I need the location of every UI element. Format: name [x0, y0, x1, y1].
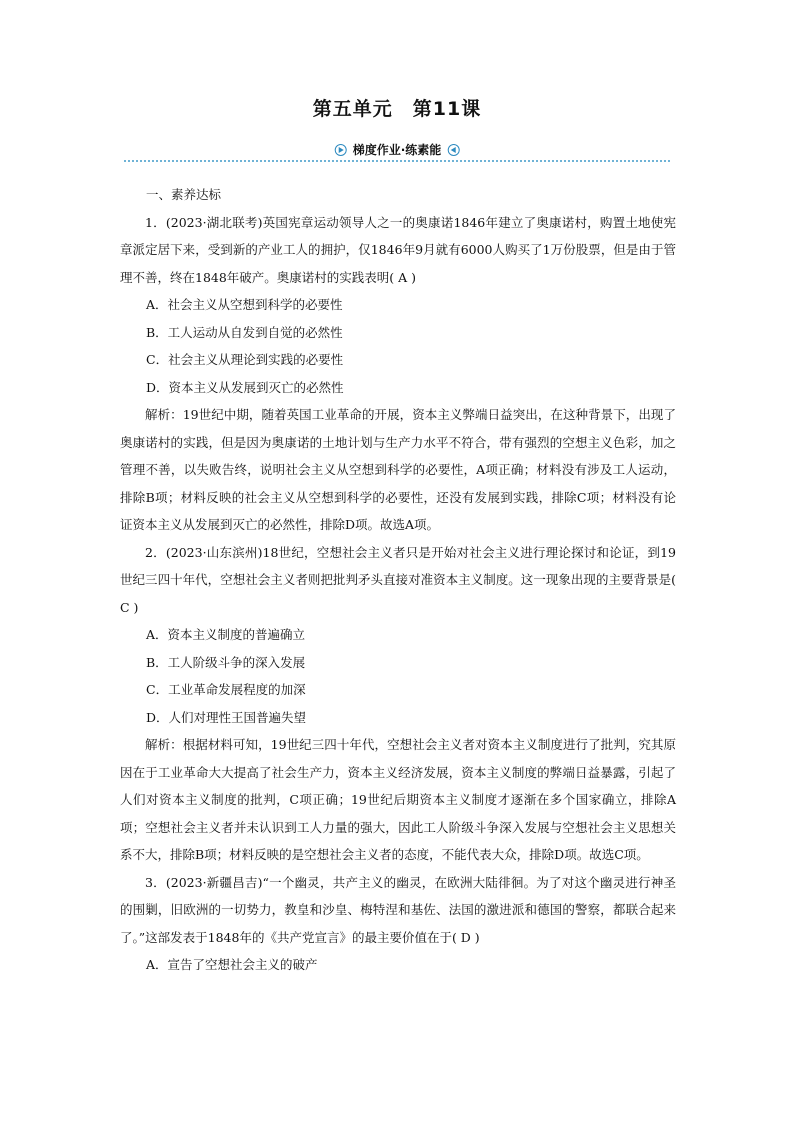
question-stem: 2．(2023·山东滨州)18世纪，空想社会主义者只是开始对社会主义进行理论探讨和论证，到19世纪三四十年代，空想社会主义者则把批判矛头直接对准资本主义制度。这一现象出现的主要背景是( C ) — [120, 544, 676, 615]
option-item: D．人们对理性王国普遍失望 — [146, 709, 307, 725]
banner-label-group — [329, 141, 466, 158]
option-item: A．社会主义从空想到科学的必要性 — [146, 297, 343, 312]
option-item: B．工人运动从自发到自觉的必然性 — [146, 324, 343, 340]
document-body — [120, 181, 676, 979]
banner-label: 梯度作业·练素能 — [352, 143, 442, 157]
dotted-divider — [124, 160, 670, 162]
analysis-text: 解析：19世纪中期，随着英国工业革命的开展，资本主义弊端日益突出，在这种背景下，出现了奥康诺村的实践，但是因为奥康诺的土地计划与生产力水平不符合，带有强烈的空想主义色彩，加之管理不善，以失败告终，说明社会主义从空想到科学的必要性，A项正确；材料没有涉及工人运动，排除B项；材料反映的社会主义从空想到科学的必要性，还没有发展到实践，排除C项；材料没有论证资本主义从发展到灭亡的必然性，排除D项。故选A项。 — [120, 407, 676, 532]
section-banner — [124, 139, 670, 163]
option-item: D．资本主义从发展到灭亡的必然性 — [146, 379, 344, 395]
option-item: A．资本主义制度的普遍确立 — [146, 627, 306, 642]
page-title: 第五单元 第11课 — [312, 98, 482, 120]
option-item: C．社会主义从理论到实践的必要性 — [146, 352, 344, 367]
question-stem: 3．(2023·新疆昌吉)“一个幽灵，共产主义的幽灵，在欧洲大陆徘徊。为了对这个幽灵进行神圣的围剿，旧欧洲的一切势力，教皇和沙皇、梅特涅和基佐、法国的激进派和德国的警察，都联合起来了。”这部发表于1848年的《共产党宣言》的最主要价值在于( D ) — [120, 874, 676, 945]
option-item: C．工业革命发展程度的加深 — [146, 682, 306, 697]
analysis-text: 解析：根据材料可知，19世纪三四十年代，空想社会主义者对资本主义制度进行了批判，究其原因在于工业革命大大提高了社会生产力，资本主义经济发展，资本主义制度的弊端日益暴露，引起了人们对资本主义制度的批判，C项正确；19世纪后期资本主义制度才逐渐在多个国家确立，排除A项；空想社会主义者并未认识到工人力量的强大，因此工人阶级斗争深入发展与空想社会主义思想关系不大，排除B项；材料反映的是空想社会主义者的态度，不能代表大众，排除D项。故选C项。 — [120, 737, 676, 862]
option-item: A．宣告了空想社会主义的破产 — [146, 957, 318, 972]
section-heading: 一、素养达标 — [146, 187, 222, 202]
play-left-icon — [447, 144, 459, 156]
play-right-icon — [335, 144, 347, 156]
option-item: B．工人阶级斗争的深入发展 — [146, 654, 306, 670]
question-stem: 1．(2023·湖北联考)英国宪章运动领导人之一的奥康诺1846年建立了奥康诺村，购置土地使宪章派定居下来，受到新的产业工人的拥护，仅1846年9月就有6000人购买了1万份股票，但是由于管理不善，终在1848年破产。奥康诺村的实践表明( A ) — [120, 214, 676, 285]
